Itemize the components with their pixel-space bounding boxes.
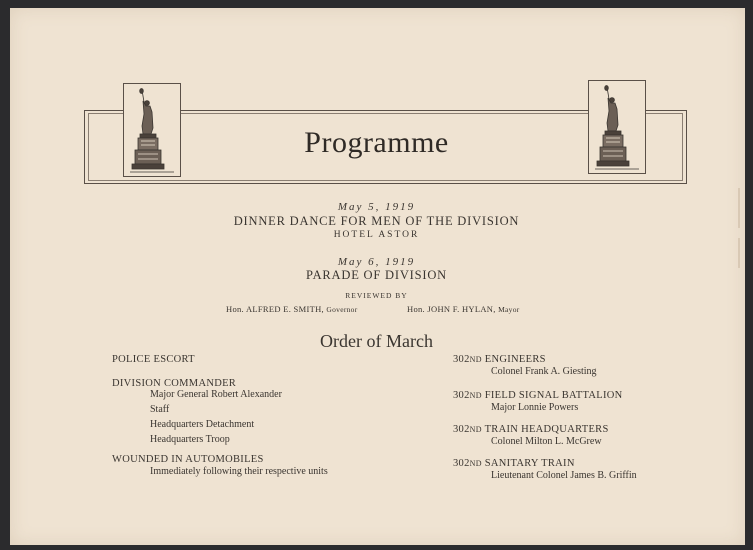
- march-unit: WOUNDED IN AUTOMOBILES: [112, 454, 264, 465]
- march-unit-detail: Headquarters Detachment: [150, 419, 255, 430]
- unit-ordinal: ND: [469, 459, 482, 468]
- official-prefix: Hon.: [407, 304, 425, 314]
- official-title: Governor: [326, 305, 358, 314]
- march-unit-detail: Colonel Frank A. Giesting: [491, 366, 597, 377]
- reviewed-by-label: REVIEWED BY: [345, 291, 408, 300]
- march-unit: POLICE ESCORT: [112, 354, 195, 365]
- event-location: HOTEL ASTOR: [333, 230, 420, 240]
- page-title: Programme: [304, 126, 449, 159]
- official-governor: [226, 304, 358, 314]
- event-date: May 5, 1919: [337, 201, 416, 213]
- event-title: PARADE OF DIVISION: [305, 268, 448, 282]
- march-unit: [453, 390, 623, 401]
- official-mayor: [407, 304, 520, 314]
- unit-title: FIELD SIGNAL BATTALION: [484, 390, 623, 401]
- unit-number: 302: [453, 390, 470, 401]
- unit-title: SANITARY TRAIN: [484, 458, 575, 469]
- unit-ordinal: ND: [469, 391, 482, 400]
- unit-title: TRAIN HEADQUARTERS: [484, 424, 609, 435]
- order-of-march-heading: Order of March: [320, 331, 433, 351]
- march-unit: DIVISION COMMANDER: [112, 378, 237, 389]
- unit-number: 302: [453, 424, 470, 435]
- programme-page: [10, 8, 745, 545]
- march-unit-detail: Staff: [150, 404, 170, 415]
- unit-ordinal: ND: [469, 355, 482, 364]
- unit-ordinal: ND: [469, 425, 482, 434]
- event-title: DINNER DANCE FOR MEN OF THE DIVISION: [233, 214, 520, 228]
- march-unit-detail: Lieutenant Colonel James B. Griffin: [491, 470, 637, 481]
- official-prefix: Hon.: [226, 304, 244, 314]
- unit-number: 302: [453, 354, 470, 365]
- march-unit: [453, 424, 609, 435]
- official-name: JOHN F. HYLAN,: [427, 304, 496, 314]
- event-date: May 6, 1919: [337, 256, 416, 268]
- march-unit-detail: Immediately following their respective units: [150, 466, 328, 477]
- page-edge-mark: [738, 188, 740, 228]
- march-unit-detail: Colonel Milton L. McGrew: [491, 436, 602, 447]
- unit-number: 302: [453, 458, 470, 469]
- march-unit-detail: Major General Robert Alexander: [150, 389, 282, 400]
- official-name: ALFRED E. SMITH,: [245, 304, 324, 314]
- unit-title: ENGINEERS: [484, 354, 546, 365]
- march-unit: [453, 458, 575, 469]
- march-unit-detail: Major Lonnie Powers: [491, 402, 579, 413]
- official-title: Mayor: [498, 305, 520, 314]
- march-unit: [453, 354, 546, 365]
- march-unit-detail: Headquarters Troop: [150, 434, 230, 445]
- page-edge-mark: [738, 238, 740, 268]
